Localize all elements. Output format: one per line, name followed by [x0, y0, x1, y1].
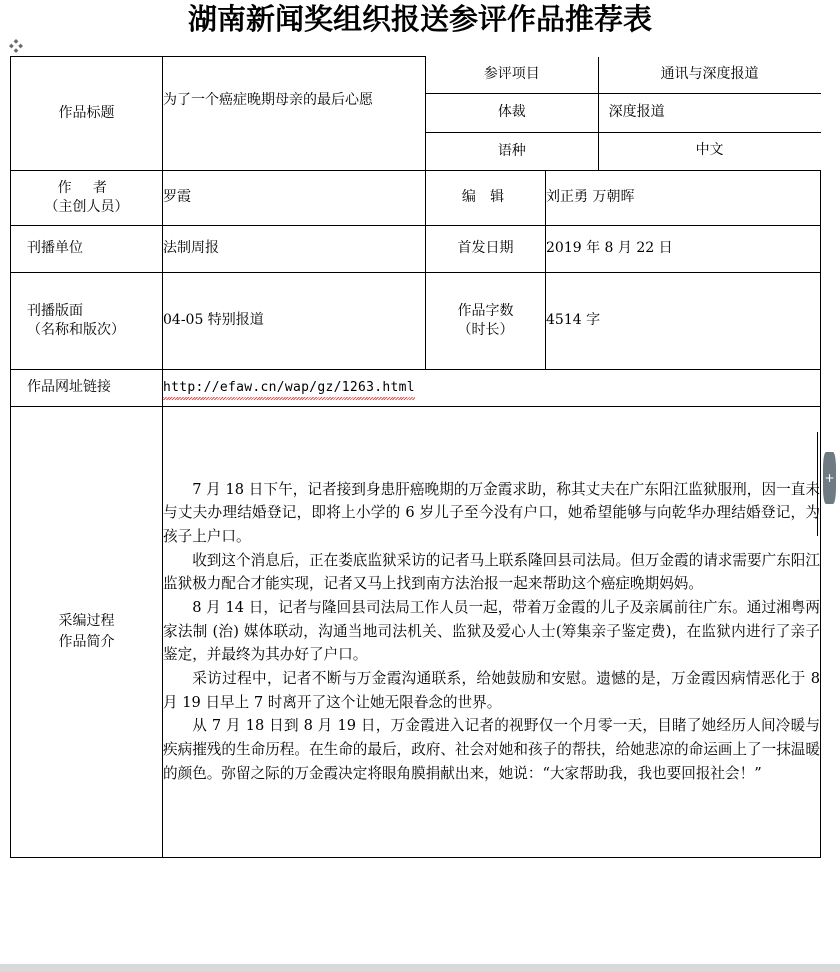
label-edition-line2: （名称和版次） — [27, 321, 125, 338]
label-summary — [11, 406, 163, 857]
value-publisher[interactable]: 法制周报 — [163, 225, 426, 272]
value-author[interactable]: 罗霞 — [163, 170, 426, 225]
recommendation-form — [10, 56, 820, 858]
value-first-publish-date[interactable]: 2019 年 8 月 22 日 — [546, 225, 821, 272]
summary-body[interactable] — [163, 406, 821, 857]
label-work-title: 作品标题 — [11, 57, 163, 171]
page-title: 湖南新闻奖组织报送参评作品推荐表 — [187, 2, 652, 36]
value-word-count[interactable]: 4514 字 — [546, 272, 821, 369]
value-language[interactable]: 中文 — [598, 132, 820, 170]
table-row-language — [426, 132, 821, 170]
table-row-author — [11, 170, 821, 225]
summary-paragraph: 采访过程中，记者不断与万金霞沟通联系，给她鼓励和安慰。遗憾的是，万金霞因病情恶化于 8 月 19 日早上 7 时离开了这个让她无限眷念的世界。 — [163, 669, 820, 711]
label-first-publish-date: 首发日期 — [426, 225, 546, 272]
value-url-cell[interactable] — [163, 369, 821, 406]
label-word-count — [426, 272, 546, 369]
window-bottom-strip — [0, 964, 840, 972]
label-author-line1: 作 者 — [57, 179, 116, 196]
label-summary-line2: 作品简介 — [58, 633, 115, 650]
label-word-count-line1: 作品字数 — [457, 302, 514, 319]
work-meta-block — [426, 57, 821, 171]
table-row-work-title — [11, 57, 821, 171]
summary-paragraph: 7 月 18 日下午，记者接到身患肝癌晚期的万金霞求助，称其丈夫在广东阳江监狱服刑，因一直未与丈夫办理结婚登记，即将上小学的 6 岁儿子至今没有户口，她希望能够与向乾华办理结婚登记，为孩子上户口。 — [163, 480, 820, 546]
label-author-line2: （主创人员） — [44, 198, 129, 215]
table-row-category — [426, 57, 821, 94]
label-publisher: 刊播单位 — [11, 225, 163, 272]
label-genre: 体裁 — [426, 93, 598, 132]
table-row-genre — [426, 93, 821, 132]
label-edition-line1: 刊播版面 — [27, 302, 83, 319]
label-word-count-line2: （时长） — [457, 321, 514, 338]
table-row-edition — [11, 272, 821, 369]
table-row-url — [11, 369, 821, 406]
label-summary-line1: 采编过程 — [58, 612, 115, 629]
form-table — [10, 56, 821, 858]
summary-paragraph: 从 7 月 18 日到 8 月 19 日，万金霞进入记者的视野仅一个月零一天，目睹了她经历人间冷暖与疾病摧残的生命历程。在生命的最后，政府、社会对她和孩子的帮扶，给她悲凉的命运画上了一抹温暖的颜色。弥留之际的万金霞决定将眼角膜捐献出来，她说：“大家帮助我，我也要回报社会！” — [163, 717, 820, 782]
move-handle-icon[interactable] — [8, 38, 24, 54]
value-edition[interactable]: 04-05 特别报道 — [163, 272, 426, 369]
table-row-publisher — [11, 225, 821, 272]
label-url: 作品网址链接 — [11, 369, 163, 406]
work-meta-table — [426, 57, 821, 170]
value-url[interactable]: http://efaw.cn/wap/gz/1263.html — [163, 379, 415, 397]
summary-paragraph-list — [163, 478, 820, 785]
summary-paragraph: 8 月 14 日，记者与隆回县司法局工作人员一起，带着万金霞的儿子及亲属前往广东。通过湘粤两家法制 (治) 媒体联动，沟通当地司法机关、监狱及爱心人士(筹集亲子鉴定费)，在监狱内进行了亲子鉴定，并最终为其办好了户口。 — [163, 599, 820, 664]
value-category[interactable]: 通讯与深度报道 — [598, 57, 820, 94]
resize-grip-icon[interactable] — [823, 452, 836, 504]
value-work-title[interactable]: 为了一个癌症晚期母亲的最后心愿 — [163, 57, 426, 171]
label-author — [11, 170, 163, 225]
value-editor[interactable]: 刘正勇 万朝晖 — [546, 170, 821, 225]
grip-plus-glyph: + — [824, 471, 835, 485]
label-category: 参评项目 — [426, 57, 598, 94]
label-language: 语种 — [426, 132, 598, 170]
summary-paragraph: 收到这个消息后，正在娄底监狱采访的记者马上联系隆回县司法局。但万金霞的请求需要广东阳江监狱极力配合才能实现，记者又马上找到南方法治报一起来帮助这个癌症晚期妈妈。 — [163, 551, 820, 593]
table-row-summary — [11, 406, 821, 857]
label-edition — [11, 272, 163, 369]
value-genre[interactable]: 深度报道 — [598, 93, 820, 132]
label-editor: 编 辑 — [426, 170, 546, 225]
